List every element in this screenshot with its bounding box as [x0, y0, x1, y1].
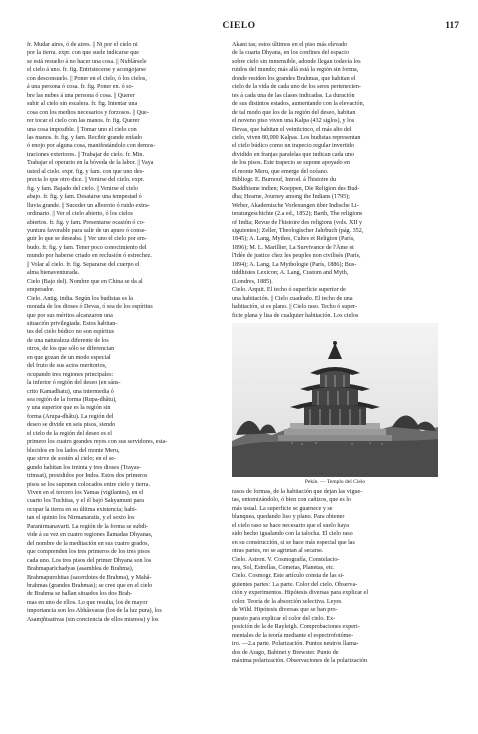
text-line: || Volar al cielo. fr. fig. Separarse del cuerpo el: [27, 261, 140, 268]
text-line: donde residen los grandes Brahmas, que habitan el: [232, 75, 356, 82]
text-line: el monte Meru, que emerge del océano.: [232, 168, 329, 175]
text-line: del nombre de la meditación en sus cuatro grados,: [27, 540, 150, 547]
text-line: cosa con los medios necesarios y forzosos. || Que-: [27, 109, 149, 116]
text-line: importancia son los Abhâsvaras (los de la luz pura), los: [27, 608, 162, 615]
text-line: bre las nubes á una persona ó cosa. || Querer: [27, 92, 135, 99]
text-line: Cielo. Cosmogr. Este artículo consta de las si-: [232, 573, 345, 580]
text-line: yuntura favorable para salir de un apuro ó conse-: [27, 227, 147, 234]
text-line: de tal modo que los de la región del deseo, habitan: [232, 109, 356, 116]
text-line: Buddhisme indien; Koeppen, Die Religion des Bud-: [232, 185, 360, 192]
text-line: tes del cielo búdico no son espíritus: [27, 329, 114, 336]
text-line: habitación, si es plano. || Cielo raso. Techo ó super-: [232, 304, 357, 311]
text-line: of India; Revue de l'histoire des religions (vols. XII y: [232, 219, 363, 226]
text-line: traciones exteriores. || Trabajar de cielo. fr. Min.: [27, 151, 145, 158]
text-line: ción y experimentos. Hipótesis diversas para explicar el: [232, 590, 369, 597]
text-line: morada de los dioses ó Devas, ó sea de los espíritus: [27, 304, 153, 311]
text-line: otros, de los que sólo se diferencian: [27, 346, 115, 353]
text-line: ruidos del mundo; más allá está la región sin forma,: [232, 67, 359, 74]
text-line: en su construcción, si se hace más especial que las: [232, 539, 355, 546]
text-line: de la cuarta Dhyana, en los confines del espacio: [232, 50, 349, 57]
text-line: subir al cielo sin escalera. fr. fig. Intentar una: [27, 101, 138, 108]
text-line: tes á cada una de las clases indicadas. La duración: [232, 92, 355, 99]
text-line: las manos. fr. fig. y fam. Recibir grande enfado: [27, 134, 143, 141]
text-line: del fruto de sus actos meritorios,: [27, 363, 107, 370]
text-line: 1896); M. L. Marillier, La Survivance de l'Âme et: [232, 244, 354, 251]
text-line: á una persona ó cosa. fr. fig. Poner en. ó so-: [27, 84, 134, 91]
text-line: brahmas (grandes Brahmas); se cree que en el cielo: [27, 583, 153, 589]
text-line: por la tierra. expr. con que suele indicarse que: [27, 50, 140, 57]
text-line: máxima polarización. Observaciones de la polarización: [232, 658, 368, 665]
text-line: precia lo que otro dice. || Venirse del cielo. expr.: [27, 177, 145, 184]
text-line: el cielo de la región del deseo es el: [27, 430, 112, 437]
text-line: el cielo búdico como un trapecio regular invertido: [232, 143, 354, 150]
text-line: Paranirmanavarti. La región de la forma se subdi-: [27, 523, 149, 530]
right-column-top-text: [232, 41, 438, 320]
text-line: usted al cielo. expr. fig. y fam. con que uno des-: [27, 168, 145, 175]
text-line: se está resuelto á no hacer una cosa. || Nublársele: [27, 58, 147, 65]
text-line: de los pisos. Este trapecio se supone apoyado en: [232, 160, 350, 167]
text-line: trimsat), presididos por Indra. Estos dos primeros: [27, 473, 148, 480]
text-line: otras partes, no se agrietan al secarse.: [232, 548, 324, 555]
text-line: deseo se divide en seis pisos, siendo: [27, 422, 116, 429]
text-line: tas, entomizándolo, ó bien con cañizos, que es lo: [232, 497, 351, 504]
text-line: forma (Arupa-dhâtu). La región del: [27, 413, 114, 420]
text-line: color. Teoría de la absorción selectiva. Leyes: [232, 598, 342, 605]
text-line: tro. —2.a parte. Polarización. Puntos neutros llama-: [232, 641, 359, 648]
text-line: 1894); A. Lang, La Mythologie (París, 1886); Bus-: [232, 261, 357, 268]
text-line: Cielo. Antig. india. Según los budistas es la: [27, 295, 133, 302]
text-line: crito Kamadhatu), una intermedia ó: [27, 388, 114, 395]
right-column-bottom-text: [232, 488, 438, 666]
text-line: sobre cielo sin inmensible, adonde llegan todavía los: [232, 58, 361, 65]
left-column: [27, 41, 233, 624]
text-line: vide á su vez en cuatro regiones llamadas Dhyanas,: [27, 532, 153, 539]
text-line: alma bienaventurada.: [27, 270, 80, 277]
text-line: de Brahma se hallan situados los dos Brah-: [27, 591, 133, 598]
text-line: una habitación. || Cielo cuadrado. El techo de una: [232, 295, 353, 302]
text-line: mundo por haberse criado en reclusión ó estrechez.: [27, 253, 152, 260]
page-header: [0, 21, 478, 35]
text-line: tiddhistes Lexicon; A. Lang, Custom and Myth,: [232, 270, 349, 277]
text-line: cada uno. Los tres pisos del primer Dhyana son los: [27, 557, 152, 564]
text-line: ó enojo por alguna cosa, manifestándolo con demos-: [27, 143, 156, 150]
text-line: cuarto los Tuchitas, y el él bajó Sakyamuni para: [27, 498, 144, 505]
text-line: abajo. fr. fig. y fam. Desatarse una tempestad ó: [27, 194, 142, 201]
text-line: fig. y fam. Bajado del cielo. || Venirse el cielo: [27, 185, 138, 192]
text-line: fr. Mudar aires, ó de aires. || Ni por el cielo ni: [27, 42, 138, 48]
text-line: Bibliogr. E. Burnouf, Introd. á l'histoire du: [232, 177, 337, 184]
text-line: teraturgeschichte (2.a ed., 1852); Barth, The religions: [232, 211, 363, 218]
text-line: puesto para explicar el color del cielo. Ex-: [232, 615, 336, 622]
text-line: rer tocar el cielo con las manos. fr. fig. Querer: [27, 118, 140, 125]
text-line: pisos se los suponen colocados entre cielo y tierra.: [27, 481, 151, 488]
text-line: una cosa imposible. || Tomar uno el cielo con: [27, 126, 137, 133]
text-line: budo. fr. fig. y fam. Tener poco conocimiento del: [27, 244, 147, 251]
text-line: el noveno piso viven una Kalpa (432 siglos), y los: [232, 118, 355, 125]
text-line: Brahmapurohitas (sacerdotes de Brahma), y Mahâ-: [27, 574, 152, 581]
text-line: Akani tas; estos últimos en el piso más elevado: [232, 42, 348, 48]
text-line: dha; Hearne, Journey among the Indians (1795);: [232, 194, 350, 201]
text-line: blecidos en los lados del monte Meru,: [27, 447, 120, 454]
text-line: con desconsuelo. || Poner en el cielo, ó los cielos,: [27, 75, 147, 82]
text-line: el cielo raso se hace necesario que el suelo haya: [232, 522, 349, 529]
text-line: sido hecho igualando con la talocha. El cielo raso: [232, 531, 353, 538]
text-line: l'Idée de justice chez les peuples non civilisés (París,: [232, 253, 361, 260]
text-line: dividido en franjas paralelas que indican cada uno: [232, 151, 354, 158]
text-line: 1845); A. Lang, Mythes, Cultes et Religion (París,: [232, 236, 355, 243]
text-line: Cielo. Astron. V. Cosmografía, Constelacio-: [232, 556, 340, 563]
text-line: ocupar la tierra en su última existencia; habi-: [27, 506, 137, 513]
text-line: de sus distintos estados, aumentando con la elevación,: [232, 101, 365, 108]
text-line: blanquea, quedando liso y plano. Para obtener: [232, 514, 345, 521]
text-line: Cielo. Arquit. El techo ó superficie superior de: [232, 287, 346, 294]
text-line: guientes partes: 1.a parte. Color del cielo. Observa-: [232, 581, 358, 588]
text-line: ordinario. || Ver el cielo abierto, ó los cielos: [27, 211, 133, 218]
text-line: tan el quinto los Nirmanaratis, y el sexto los: [27, 515, 135, 522]
text-line: situación privilegiada. Estos habitan-: [27, 320, 118, 327]
right-column: [232, 41, 438, 665]
text-line: de Wild. Hipótesis diversas que se han pro-: [232, 607, 338, 614]
text-line: nes, Sol, Estrellas, Cometas, Planetas, etc.: [232, 565, 335, 572]
text-line: que comprenden los tres primeros de los tres pisos: [27, 549, 150, 556]
text-line: cielo, viven 80,000 Kalpas. Los budistas representan: [232, 134, 361, 141]
text-line: posición de la de Rayleigh. Comprobaciones experi-: [232, 624, 360, 631]
text-line: en que gozan de un modo especial: [27, 354, 111, 361]
text-line: Weber, Akademische Vorlesungen über Indische Li-: [232, 202, 359, 209]
text-line: Viven en el tercero los Yamas (vigilantes), en el: [27, 490, 144, 497]
text-line: primero los cuatro grandes reyes con sus servidores, esta-: [27, 439, 168, 446]
text-line: más usual. La superficie se guarnece y se: [232, 505, 333, 512]
temple-of-heaven-photo: [232, 323, 438, 477]
photo-illustration: [232, 323, 438, 477]
text-line: Cielo (Bajo del). Nombre que en China se da al: [27, 278, 143, 285]
text-line: el cielo á uno. fr. fig. Entristecerse y acongojarse: [27, 67, 146, 74]
text-line: mentales de la teoría mediante el espectrofotóme-: [232, 632, 354, 639]
text-line: Asamjñisattvas (sin conciencia de ellos mismos) y los: [27, 616, 159, 623]
text-line: Devas, que habitan el veinticinco, el más alto del: [232, 126, 352, 133]
text-line: que sirve de sostén al cielo; en el se-: [27, 456, 117, 463]
text-line: siguientes); Zeller, Theologischer Jahrbuch (pág. 352,: [232, 227, 364, 234]
text-line: cielo de la vida de cada uno de los seres pertenecien-: [232, 84, 361, 91]
text-line: Brahmaparichadyas (asamblea de Brahma),: [27, 566, 134, 573]
text-line: la inferior ó región del deseo (en sáns-: [27, 380, 121, 387]
text-line: emperador.: [27, 287, 55, 294]
text-line: mas en uno de ellos. Lo que resulta, los de mayor: [27, 599, 148, 606]
text-line: y una superior que es la región sin: [27, 405, 111, 412]
text-line: de una naturaleza diferente de los: [27, 337, 109, 344]
text-line: ocupando tres regiones principales:: [27, 371, 114, 378]
text-line: (Londres, 1885).: [232, 278, 273, 285]
text-line: guir lo que se deseaba. || Ver uno el cielo por em-: [27, 236, 147, 243]
text-line: dos de Arago, Babinet y Brewster. Punto de: [232, 649, 339, 656]
photo-caption: Pekín. — Templo del Cielo: [304, 478, 366, 485]
text-line: que por sus méritos alcanzaron una: [27, 312, 113, 319]
text-line: abiertos. fr. fig. y fam. Presentarse ocasión ó co-: [27, 219, 145, 226]
page-number: 117: [445, 21, 459, 31]
text-line: lluvia grande. || Suceder un alboroto ó ruido extra-: [27, 202, 150, 209]
text-line: gundo habitan los treinta y tres dioses (Trayas-: [27, 464, 142, 471]
running-title: CIELO: [222, 21, 256, 31]
text-line: sea región de la forma (Rupa-dhâtu),: [27, 397, 117, 404]
text-line: rasos de formas, de la habitación que dejan las vigue-: [232, 488, 363, 495]
text-line: Trabajar el operario en la bóveda de la labor. || Vaya: [27, 160, 154, 167]
text-line: ficie plana y lisa de cualquier habitación. Los cielos: [232, 312, 359, 319]
